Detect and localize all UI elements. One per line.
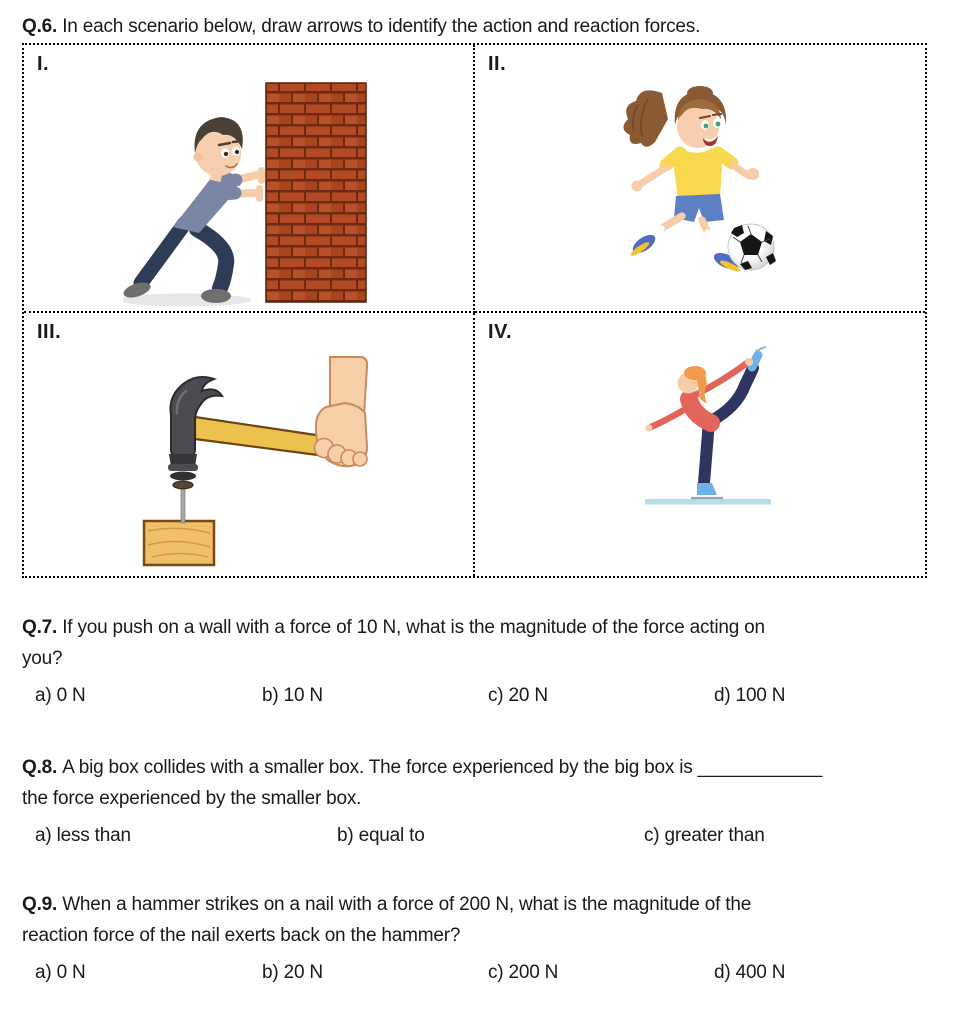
brick-wall	[266, 83, 366, 302]
question-7	[22, 612, 934, 709]
scenario-label-4: IV.	[488, 321, 513, 343]
q8-option-a: a) less than	[35, 825, 131, 846]
hammer-nail-illustration	[138, 355, 378, 567]
ice-skater-illustration	[643, 343, 775, 513]
girl-kicking-ball-illustration	[620, 81, 780, 281]
scenario-cell-1	[24, 45, 475, 313]
q9-option-b: b) 20 N	[262, 962, 323, 983]
q7-number: Q.7.	[22, 617, 58, 638]
q9-options	[22, 960, 934, 986]
q7-options	[22, 683, 934, 709]
q6-title	[22, 11, 700, 42]
scenario-label-3: III.	[37, 321, 62, 343]
q8-options	[22, 823, 934, 849]
q9-text-line2: reaction force of the nail exerts back on the hammer?	[22, 925, 461, 946]
q7-option-a: a) 0 N	[35, 685, 86, 706]
q7-option-d: d) 100 N	[714, 685, 786, 706]
q7-option-b: b) 10 N	[262, 685, 323, 706]
scenario-cell-3	[24, 313, 475, 576]
boy-pushing-wall-illustration	[123, 81, 373, 307]
q8-number: Q.8.	[22, 757, 58, 778]
q7-text-line2: you?	[22, 648, 63, 669]
q9-option-c: c) 200 N	[488, 962, 559, 983]
scenario-cell-2	[475, 45, 925, 313]
q6-number: Q.6.	[22, 16, 58, 37]
q8-text-line2: the force experienced by the smaller box.	[22, 788, 362, 809]
q9-text-line1: When a hammer strikes on a nail with a force of 200 N, what is the magnitude of the	[62, 894, 752, 915]
nail	[181, 487, 185, 523]
q9-option-a: a) 0 N	[35, 962, 86, 983]
question-9	[22, 889, 934, 986]
question-8	[22, 752, 934, 849]
scenario-table	[22, 43, 927, 578]
q6-text: In each scenario below, draw arrows to identify the action and reaction forces.	[62, 16, 701, 37]
q8-option-b: b) equal to	[337, 825, 425, 846]
q7-text-line1: If you push on a wall with a force of 10 N, what is the magnitude of the force acting on	[62, 617, 765, 638]
q9-option-d: d) 400 N	[714, 962, 786, 983]
q8-option-c: c) greater than	[644, 825, 765, 846]
scenario-label-1: I.	[37, 53, 50, 75]
ice-surface	[645, 499, 771, 505]
q9-number: Q.9.	[22, 894, 58, 915]
q7-option-c: c) 20 N	[488, 685, 548, 706]
scenario-cell-4	[475, 313, 925, 576]
q8-text-line1: A big box collides with a smaller box. The force experienced by the big box is ____________	[62, 757, 823, 778]
ground-shadow	[123, 294, 251, 307]
scenario-label-2: II.	[488, 53, 507, 75]
